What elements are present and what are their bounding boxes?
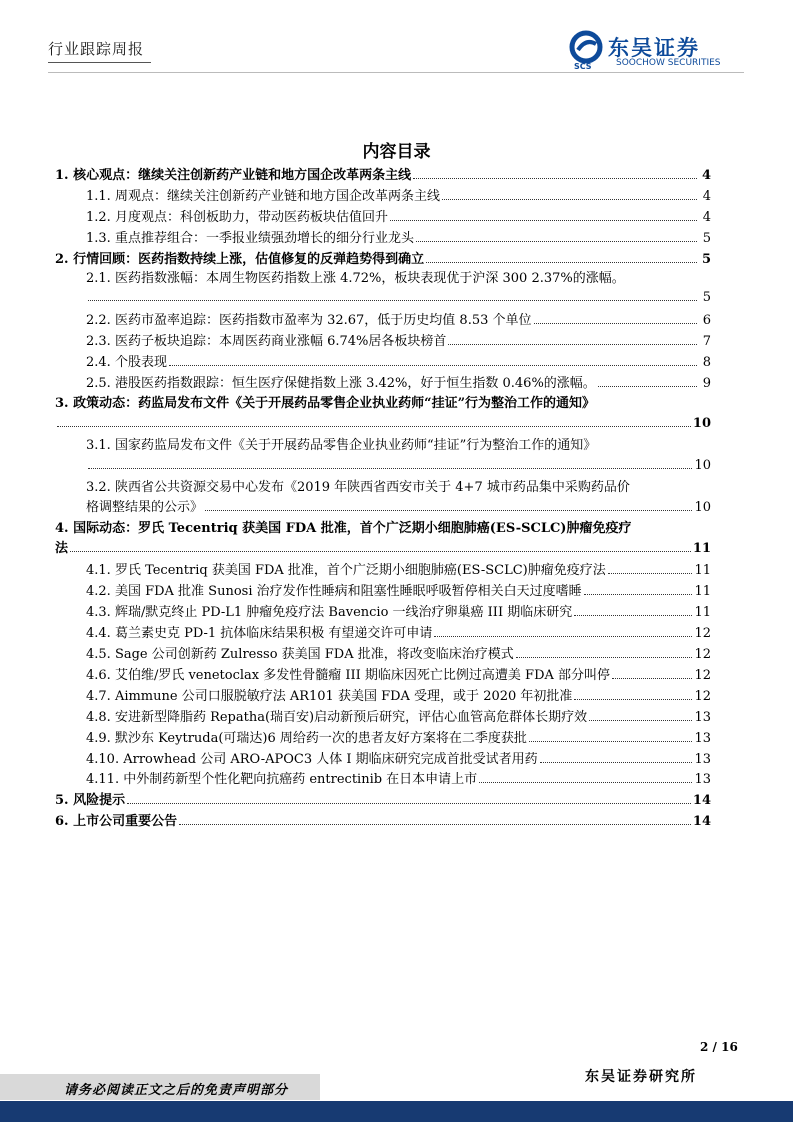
toc-entry-continuation[interactable] [55,411,711,431]
toc-entry[interactable] [86,683,711,704]
toc-entry-text: 2.1. 医药指数涨幅：本周生物医药指数上涨 4.72%，板块表现优于沪深 300 2.37%的涨幅。 [86,271,625,286]
toc-leader-dots [598,386,697,387]
toc-leader-dots [516,657,693,658]
toc-entry[interactable] [55,390,711,411]
toc-entry-page: 14 [692,793,711,808]
toc-leader-dots [88,468,692,469]
toc-entry-page: 11 [694,605,711,620]
toc-entry-text: 格调整结果的公示》 [86,500,204,515]
toc-entry[interactable] [86,204,711,225]
toc-leader-dots [534,323,698,324]
toc-entry-text: 4.9. 默沙东 Keytruda(可瑞达)6 周给药一次的患者友好方案将在二季度获批 [86,731,527,746]
toc-entry-text: 6. 上市公司重要公告 [55,814,178,829]
toc-entry[interactable] [86,474,711,495]
svg-text:SCS: SCS [574,62,592,70]
toc-entry-text: 1.2. 月度观点：科创板助力，带动医药板块估值回升 [86,210,388,225]
toc-entry-text: 法 [55,541,69,556]
brand-name-cn: 东吴证券 [608,36,700,60]
toc-entry-page: 13 [694,710,711,725]
toc-entry[interactable] [86,599,711,620]
toc-entry-page: 10 [694,458,711,473]
toc-entry-text: 2.3. 医药子板块追踪：本周医药商业涨幅 6.74%居各板块榜首 [86,334,447,349]
toc-entry[interactable] [86,307,711,328]
toc-entry[interactable] [86,746,711,767]
toc-entry-page: 13 [694,731,711,746]
toc-leader-dots [169,365,697,366]
toc-entry-page: 4 [701,168,711,183]
brand-name-en: SOOCHOW SECURITIES [616,58,721,68]
toc-entry-text: 1. 核心观点：继续关注创新药产业链和地方国企改革两条主线 [55,168,412,183]
toc-leader-dots [612,678,692,679]
toc-entry-page: 5 [701,252,711,267]
toc-entry-text: 4.8. 安进新型降脂药 Repatha(瑞百安)启动新预后研究，评估心血管高危群体长期疗效 [86,710,588,725]
toc-entry-text: 3.1. 国家药监局发布文件《关于开展药品零售企业执业药师“挂证”行为整治工作的通知》 [86,438,597,453]
toc-entry-text: 4. 国际动态：罗氏 Tecentriq 获美国 FDA 批准，首个广泛期小细胞肺癌(ES-SCLC)肿瘤免疫疗 [55,521,632,536]
toc-entry[interactable] [86,641,711,662]
toc-entry-page: 11 [694,584,711,599]
toc-entry[interactable] [86,766,711,787]
toc-entry-page: 11 [694,563,711,578]
toc-entry-text: 2. 行情回顾：医药指数持续上涨，估值修复的反弹趋势得到确立 [55,252,425,267]
toc-entry-text: 4.11. 中外制药新型个性化靶向抗癌药 entrectinib 在日本申请上市 [86,772,478,787]
toc-entry-text: 4.2. 美国 FDA 批准 Sunosi 治疗发作性睡病和阻塞性睡眠呼吸暂停相关白天过度嗜睡 [86,584,582,599]
toc-entry[interactable] [86,578,711,599]
toc-leader-dots [205,510,692,511]
toc-entry-text: 1.3. 重点推荐组合：一季报业绩强劲增长的细分行业龙头 [86,231,414,246]
toc-entry-text: 4.5. Sage 公司创新药 Zulresso 获美国 FDA 批准，将改变临床治疗模式 [86,647,514,662]
toc-entry-text: 4.7. Aimmune 公司口服脱敏疗法 AR101 获美国 FDA 受理，或于 2020 年初批准 [86,689,573,704]
header-divider [48,72,744,73]
brand-logo [568,30,743,72]
toc-leader-dots [479,782,692,783]
toc-entry-page: 10 [692,416,711,431]
toc-entry[interactable] [86,725,711,746]
toc-leader-dots [574,615,692,616]
toc-leader-dots [390,220,697,221]
toc-entry[interactable] [86,370,711,391]
toc-leader-dots [442,199,697,200]
toc-entry-page: 11 [692,541,711,556]
section-tag-underline [48,62,151,63]
toc-leader-dots [127,803,691,804]
toc-entry-continuation[interactable] [55,536,711,556]
toc-entry-page: 13 [694,772,711,787]
toc-entry[interactable] [86,704,711,725]
toc-entry[interactable] [86,620,711,641]
toc-entry[interactable] [86,432,711,453]
footer-firm-name: 东吴证券研究所 [585,1069,697,1085]
toc-entry-page: 6 [702,313,711,328]
toc-entry-page: 12 [694,668,711,683]
toc-entry-text: 4.1. 罗氏 Tecentriq 获美国 FDA 批准，首个广泛期小细胞肺癌(ES-SCLC)肿瘤免疫疗法 [86,563,606,578]
toc-entry-text: 1.1. 周观点：继续关注创新药产业链和地方国企改革两条主线 [86,189,440,204]
toc-entry-page: 8 [702,355,711,370]
toc-entry[interactable] [55,808,711,829]
footer-bottom-bar [0,1101,793,1122]
toc-entry[interactable] [86,349,711,370]
toc-entry-text: 4.4. 葛兰素史克 PD-1 抗体临床结果积极 有望递交许可申请 [86,626,433,641]
toc-leader-dots [540,762,693,763]
toc-entry-text: 3. 政策动态：药监局发布文件《关于开展药品零售企业执业药师“挂证”行为整治工作的通知》 [55,396,596,411]
toc-entry[interactable] [55,787,711,808]
toc-entry-page: 7 [702,334,711,349]
toc-leader-dots [608,573,693,574]
toc-entry-text: 4.10. Arrowhead 公司 ARO-APOC3 人体 I 期临床研究完成首批受试者用药 [86,752,538,767]
toc-entry-page: 4 [702,189,711,204]
toc-entry-page: 9 [702,376,711,391]
toc-entry-text: 4.6. 艾伯维/罗氏 venetoclax 多发性骨髓瘤 III 期临床因死亡比例过高遭美 FDA 部分叫停 [86,668,611,683]
toc-entry-page: 10 [694,500,711,515]
toc-entry-continuation[interactable] [86,495,711,515]
toc-entry[interactable] [86,265,711,286]
toc-leader-dots [179,824,691,825]
toc-entry-page: 12 [694,689,711,704]
toc-entry[interactable] [55,246,711,267]
toc-leader-dots [70,551,691,552]
toc-entry-page: 5 [702,290,711,305]
toc-entry[interactable] [55,515,711,536]
toc-entry[interactable] [86,557,711,578]
toc-entry-text: 4.3. 辉瑞/默克终止 PD-L1 肿瘤免疫疗法 Bavencio 一线治疗卵巢癌 III 期临床研究 [86,605,573,620]
toc-leader-dots [584,594,693,595]
toc-entry-text: 2.2. 医药市盈率追踪：医药指数市盈率为 32.67，低于历史均值 8.53 个单位 [86,313,532,328]
toc-entry-text: 5. 风险提示 [55,793,126,808]
toc-entry-page: 4 [702,210,711,225]
toc-entry[interactable] [86,183,711,204]
toc-leader-dots [88,300,697,301]
toc-leader-dots [57,426,691,427]
toc-leader-dots [426,262,697,263]
toc-leader-dots [574,699,692,700]
toc-leader-dots [448,344,697,345]
toc-entry-page: 5 [702,231,711,246]
toc-leader-dots [529,741,693,742]
toc-leader-dots [416,241,697,242]
toc-entry-text: 2.4. 个股表现 [86,355,167,370]
toc-entry-page: 12 [694,626,711,641]
toc-entry-page: 14 [692,814,711,829]
section-tag: 行业跟踪周报 [48,40,145,58]
toc-entry[interactable] [86,225,711,246]
toc-entry-continuation[interactable] [86,453,711,473]
toc-entry-page: 12 [694,647,711,662]
toc-title: 内容目录 [362,142,431,162]
toc-entry-text: 3.2. 陕西省公共资源交易中心发布《2019 年陕西省西安市关于 4+7 城市药品集中采购药品价 [86,480,630,495]
toc-leader-dots [589,720,692,721]
toc-entry-page: 13 [694,752,711,767]
toc-entry[interactable] [86,662,711,683]
toc-leader-dots [413,178,697,179]
toc-entry[interactable] [86,328,711,349]
footer-disclaimer: 请务必阅读正文之后的免责声明部分 [64,1083,289,1098]
toc-entry-continuation[interactable] [86,285,711,305]
toc-entry-text: 2.5. 港股医药指数跟踪：恒生医疗保健指数上涨 3.42%，好于恒生指数 0.46%的涨幅。 [86,376,596,391]
brand-mark-icon [568,30,608,70]
toc-leader-dots [434,636,692,637]
toc-entry[interactable] [55,162,711,183]
page-number: 2 / 16 [700,1040,738,1054]
